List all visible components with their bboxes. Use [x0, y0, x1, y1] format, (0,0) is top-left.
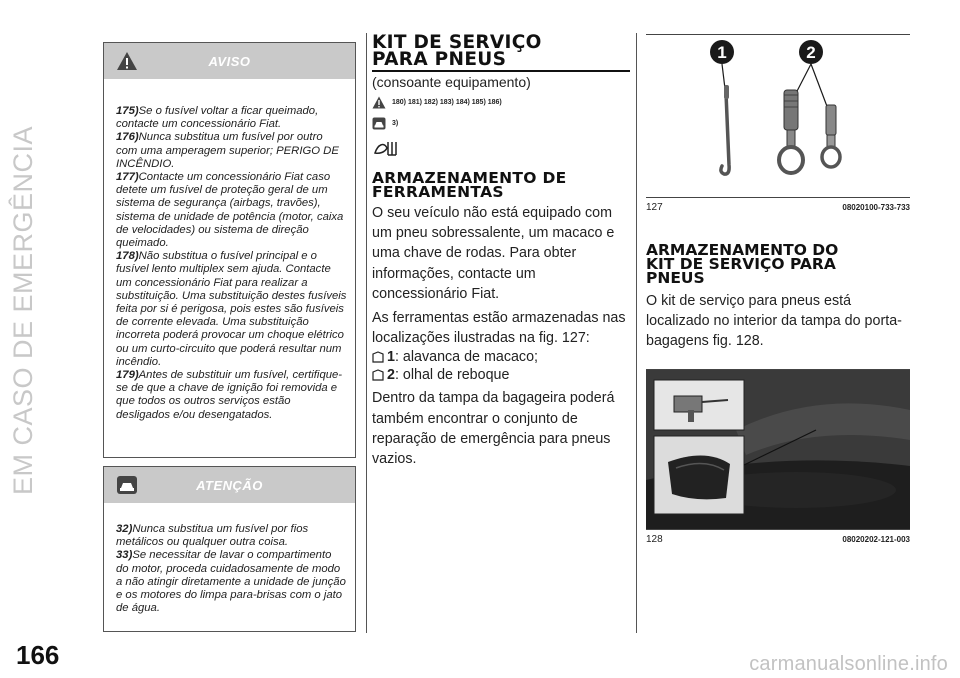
caution-item	[116, 549, 347, 615]
tool-list-number: 2	[387, 367, 395, 384]
caution-box	[103, 466, 356, 632]
column-divider	[366, 33, 367, 633]
warning-item	[116, 250, 347, 369]
tool-list-item	[372, 348, 630, 366]
warning-item	[116, 171, 347, 250]
warning-item-text: Antes de substituir um fusível, certifique-se de que a chave de ignição foi removida e que todos os outros serviços estão desligados e/ou desengatados.	[116, 369, 343, 421]
page-number: 166	[16, 640, 60, 670]
caution-refs	[372, 117, 630, 132]
warning-item	[116, 105, 347, 131]
kit-storage-title-line: ARMAZENAMENTO DO	[646, 241, 839, 259]
figure-127-caption	[646, 198, 910, 213]
warning-box	[103, 42, 356, 458]
warning-box-header	[104, 43, 355, 79]
tool-storage-title	[372, 171, 630, 199]
paragraph: O seu veículo não está equipado com um pneu sobressalente, um macaco e uma chave de rodas. Para obter informações, contacte um concessionário Fiat.	[372, 205, 615, 302]
warning-item-number: 178)	[116, 250, 139, 263]
section-title-line: PARA PNEUS	[372, 49, 507, 70]
caution-item-text: Nunca substitua um fusível por fios metálicos ou qualquer outra coisa.	[116, 523, 309, 549]
column-divider	[636, 33, 637, 633]
warning-item-text: Não substitua o fusível principal e o fusível lento multiplex sem ajuda. Contacte um concessionário Fiat para realizar a substituição. Uma substituição destes fusíveis feita por si é perigosa, pois estes são fusíveis de corrente elevada. Uma substituição incorreta poderá provocar um choque elétrico ou um curto-circuito que poderá resultar num incêndio.	[116, 250, 347, 368]
warning-item-text: Se o fusível voltar a ficar queimado, contacte um concessionário Fiat.	[116, 105, 319, 131]
tool-storage-title-line: ARMAZENAMENTO DE	[372, 169, 567, 187]
section-subtitle: (consoante equipamento)	[372, 74, 531, 90]
warning-item-text: Contacte um concessionário Fiat caso detete um fusível de proteção geral de um sistema de segurança (airbags, travões), sistema de unidade de potência (motor, caixa de velocidades) ou sistema de direção queimado.	[116, 171, 344, 250]
figure-128-image	[646, 369, 910, 530]
paragraph: Dentro da tampa da bagageira poderá também encontrar o conjunto de reparação de emergência para pneus vazios.	[372, 390, 615, 468]
warning-item-number: 177)	[116, 171, 139, 184]
kit-storage-title-line: KIT DE SERVIÇO PARA	[646, 255, 836, 273]
tool-storage-title-line: FERRAMENTAS	[372, 183, 504, 201]
car-caution-icon	[372, 117, 386, 130]
bullet-icon	[372, 369, 384, 381]
caution-box-header	[104, 467, 355, 503]
figure-number: 128	[646, 534, 663, 545]
warning-refs	[372, 96, 630, 111]
caution-item	[116, 523, 347, 549]
tool-list-text: : olhal de reboque	[394, 367, 510, 384]
callout-1: 1	[717, 43, 727, 62]
tire-kit-section	[372, 34, 630, 469]
warning-triangle-icon	[372, 96, 386, 109]
tools-illustration	[646, 35, 910, 197]
kit-storage-title	[646, 243, 910, 285]
watermark: carmanualsonline.info	[749, 653, 948, 675]
trunk-illustration	[646, 370, 910, 529]
caution-box-body	[104, 503, 355, 623]
paragraph: O kit de serviço para pneus está localizado no interior da tampa do porta-bagagens fig. 128.	[646, 293, 902, 349]
figure-number: 127	[646, 202, 663, 213]
tool-list-number: 1	[387, 349, 395, 366]
caution-item-text: Se necessitar de lavar o compartimento do motor, proceda cuidadosamente de modo a não atingir diretamente a unidade de junção e os motores do limpa para-brisas com o jato de água.	[116, 549, 346, 615]
warning-item-number: 179)	[116, 369, 139, 382]
warning-box-body	[104, 79, 355, 430]
warning-item	[116, 131, 347, 171]
paragraph: As ferramentas estão armazenadas nas localizações ilustradas na fig. 127:	[372, 310, 626, 347]
caution-box-title: ATENÇÃO	[196, 478, 263, 493]
tool-list-text: : alavanca de macaco;	[394, 349, 539, 366]
section-side-title: EM CASO DE EMERGÊNCIA	[8, 125, 38, 495]
callout-2: 2	[806, 43, 816, 62]
caution-refs-text: 3)	[392, 120, 399, 127]
caution-item-number: 33)	[116, 549, 133, 562]
warning-item-number: 175)	[116, 105, 139, 117]
kit-storage-title-line: PNEUS	[646, 269, 705, 287]
environment-icon	[372, 138, 406, 158]
figure-127-image	[646, 34, 910, 198]
figure-code: 08020202-121-003	[842, 535, 910, 544]
bullet-icon	[372, 351, 384, 363]
warning-refs-text: 180) 181) 182) 183) 184) 185) 186)	[392, 99, 502, 106]
section-title-line: KIT DE SERVIÇO	[372, 32, 542, 53]
figure-128-caption	[646, 530, 910, 545]
warning-item	[116, 369, 347, 422]
tool-list-item	[372, 366, 630, 384]
warning-box-title: AVISO	[208, 54, 251, 69]
right-column	[646, 34, 910, 545]
figure-code: 08020100-733-733	[842, 203, 910, 212]
section-title	[372, 34, 630, 68]
warning-item-number: 176)	[116, 131, 139, 144]
caution-item-number: 32)	[116, 523, 133, 535]
title-rule	[372, 70, 630, 72]
warning-item-text: Nunca substitua um fusível por outro com uma amperagem superior; PERIGO DE INCÊNDIO.	[116, 131, 339, 170]
